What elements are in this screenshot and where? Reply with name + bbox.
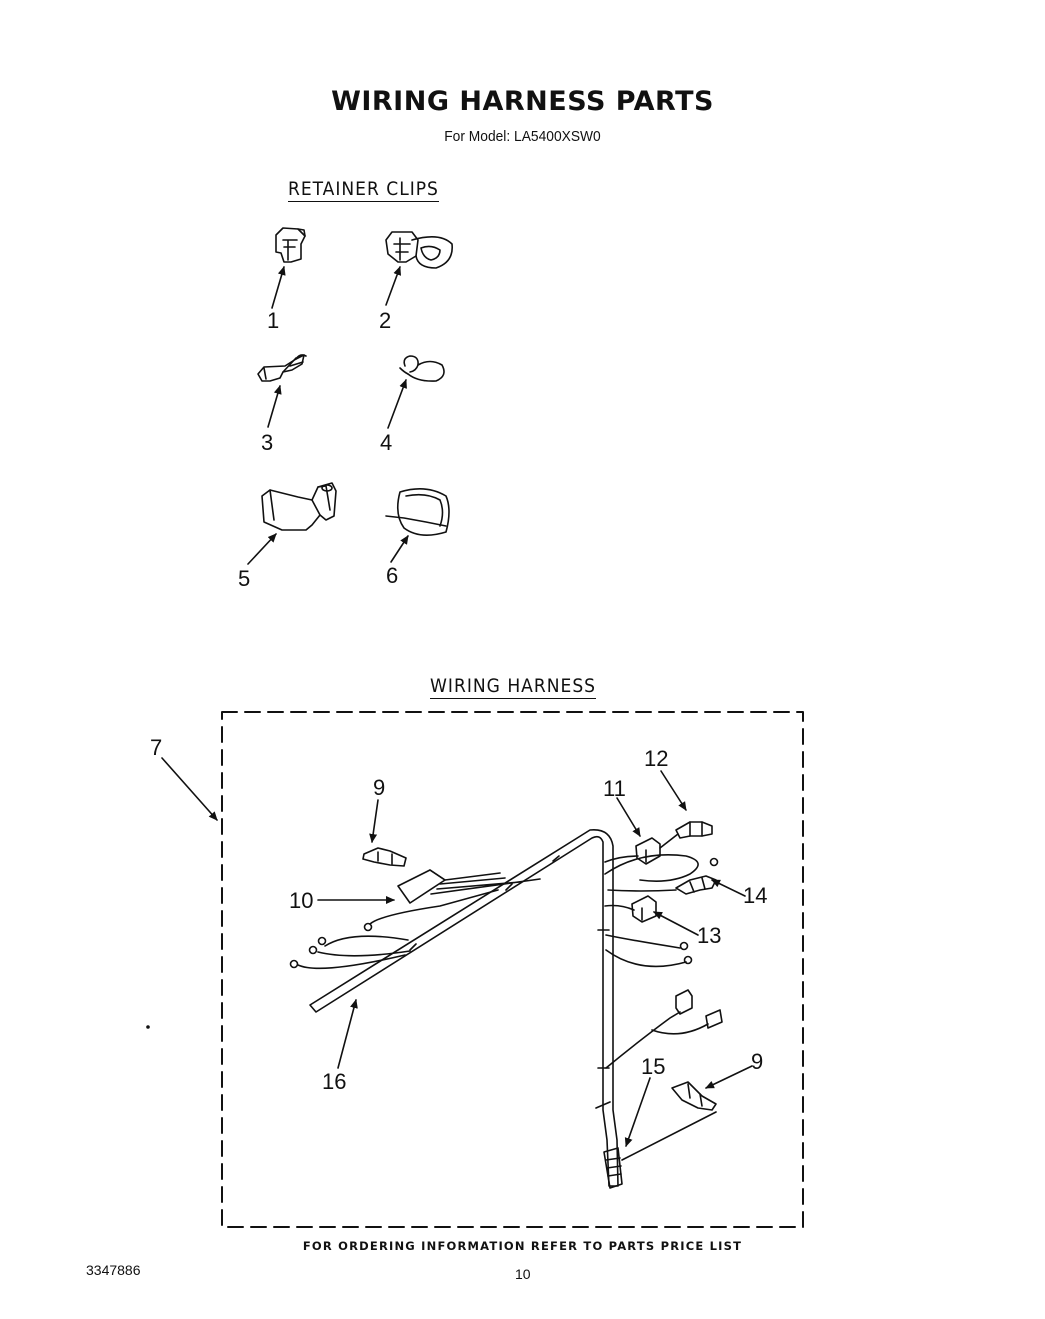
- callout-9-upper: 9: [373, 775, 386, 800]
- callout-9-lower: 9: [751, 1049, 764, 1074]
- retainer-clip-6-drawing: [386, 489, 449, 535]
- terminal-12-drawing: [660, 822, 712, 848]
- page-title: WIRING HARNESS PARTS: [331, 86, 714, 117]
- callout-15: 15: [641, 1054, 666, 1079]
- ordering-note: FOR ORDERING INFORMATION REFER TO PARTS PRICE LIST: [302, 1239, 743, 1253]
- retainer-clip-1-drawing: [276, 228, 305, 262]
- page-number: 10: [515, 1266, 531, 1282]
- callout-12: 12: [644, 746, 669, 771]
- callout-11: 11: [603, 776, 626, 801]
- terminal-14-drawing: [608, 876, 716, 894]
- terminal-9-upper-drawing: [363, 848, 406, 866]
- callout-6: 6: [386, 563, 399, 588]
- model-subtitle: For Model: LA5400XSW0: [444, 128, 601, 145]
- retainer-clip-4-drawing: [400, 356, 444, 381]
- callout-2: 2: [379, 308, 392, 333]
- callout-10: 10: [289, 888, 314, 913]
- connector-15-drawing: [604, 1112, 716, 1188]
- retainer-clip-5-drawing: [262, 483, 336, 530]
- document-number: 3347886: [86, 1262, 141, 1278]
- retainer-clip-2-drawing: [386, 232, 452, 268]
- callout-4: 4: [380, 430, 393, 455]
- callout-3: 3: [261, 430, 274, 455]
- retainer-clips-heading: RETAINER CLIPS: [288, 178, 439, 200]
- harness-boundary-box: [222, 712, 803, 1227]
- callout-16: 16: [322, 1069, 347, 1094]
- wiring-harness-heading: WIRING HARNESS: [430, 675, 597, 697]
- callout-5: 5: [238, 566, 251, 591]
- callout-1: 1: [267, 308, 280, 333]
- harness-main-trunk: [310, 830, 618, 1186]
- callout-14: 14: [743, 883, 768, 908]
- callout-13: 13: [697, 923, 722, 948]
- callout-7: 7: [150, 735, 163, 760]
- retainer-clip-3-drawing: [258, 355, 306, 381]
